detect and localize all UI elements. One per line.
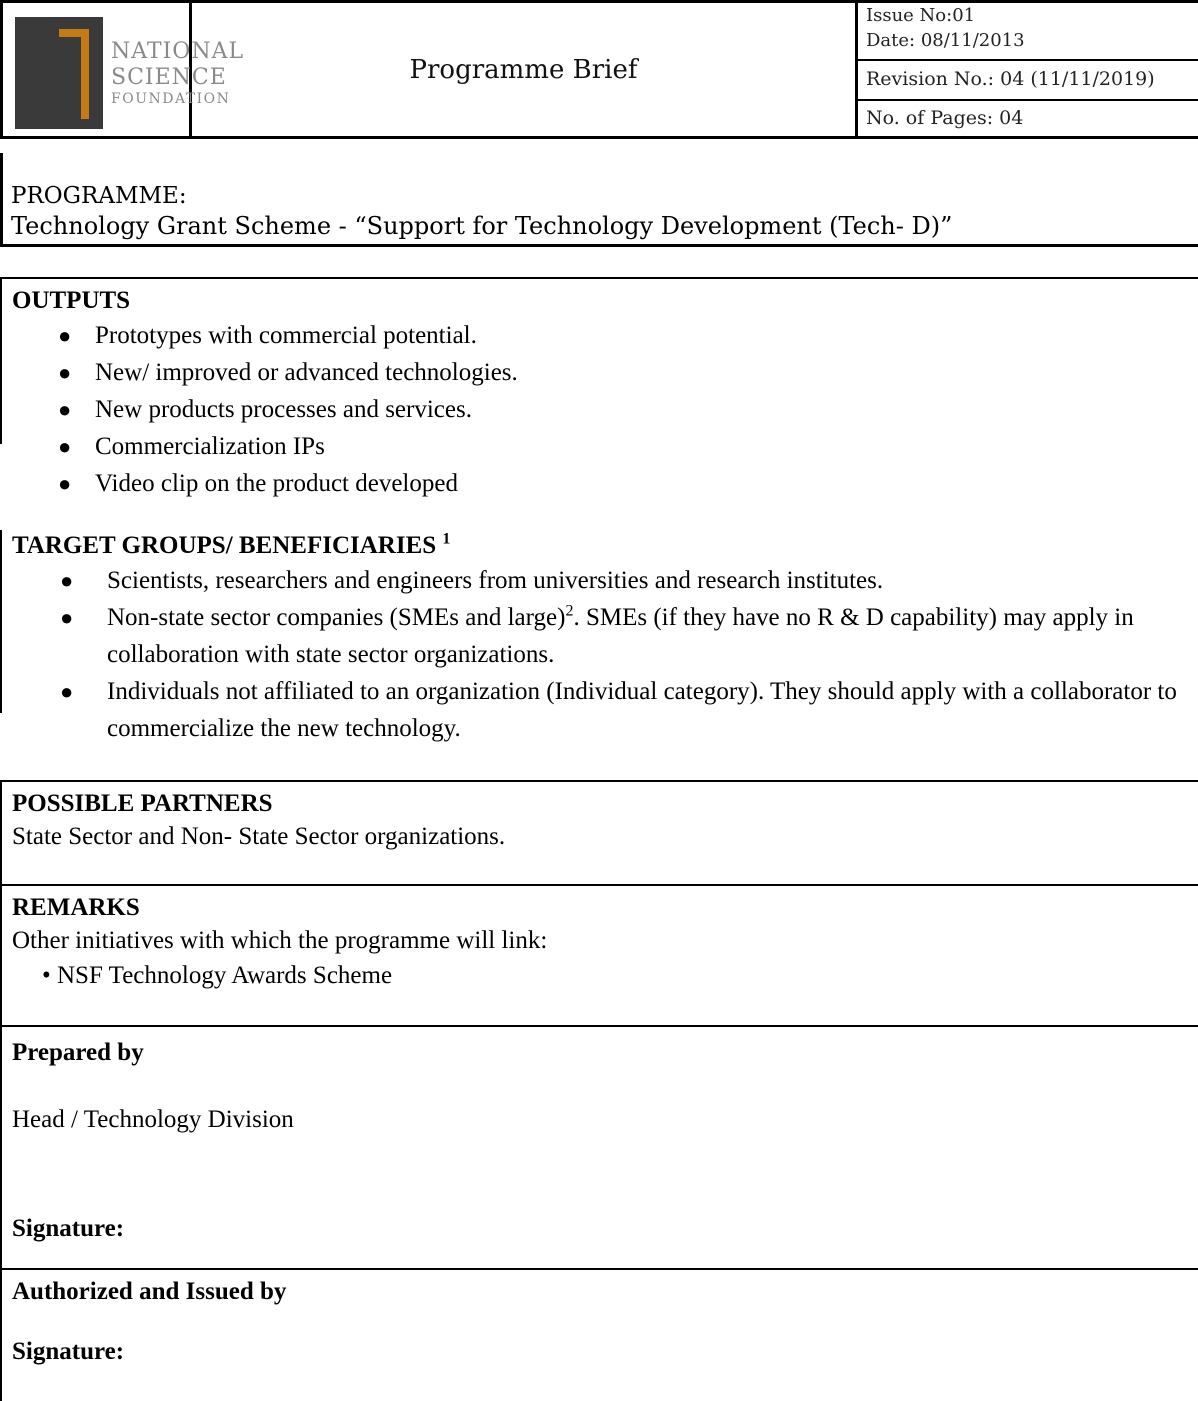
bullet-icon: ● xyxy=(60,605,74,630)
target-item-part: . SMEs (if they have no R & D capability) may apply in collaboration with state sector organizations. xyxy=(107,604,1134,668)
pages-row: No. of Pages: 04 xyxy=(858,99,1198,136)
logo-line-1: NATIONAL xyxy=(111,39,245,64)
list-item xyxy=(12,562,1198,599)
list-item xyxy=(12,673,1198,747)
targets-list xyxy=(12,562,1198,747)
output-item: New products processes and services. xyxy=(95,396,472,423)
document-header xyxy=(0,0,1198,139)
output-item: Video clip on the product developed xyxy=(95,470,458,497)
document-title: Programme Brief xyxy=(409,54,638,85)
nsf-logo xyxy=(15,17,103,129)
meta-cell xyxy=(858,3,1198,136)
prepared-section xyxy=(0,1025,1198,1268)
logo-line-3: FOUNDATION xyxy=(111,91,231,107)
programme-label: PROGRAMME: xyxy=(11,183,187,209)
bullet-icon: ● xyxy=(58,434,72,459)
target-item-part: Non-state sector companies (SMEs and large) xyxy=(107,604,566,631)
partners-section xyxy=(0,780,1198,884)
issue-date-row xyxy=(858,3,1198,59)
output-item: New/ improved or advanced technologies. xyxy=(95,359,518,386)
footnote-ref: 2 xyxy=(565,602,574,620)
outputs-section xyxy=(0,277,1198,497)
targets-heading-text: TARGET GROUPS/ BENEFICIARIES xyxy=(12,532,437,559)
output-item: Commercialization IPs xyxy=(95,433,325,460)
prepared-by-text: Head / Technology Division xyxy=(12,1106,294,1133)
target-item: Individuals not affiliated to an organization (Individual category). They should apply with a collaborator to commercialize the new technology. xyxy=(107,678,1177,742)
list-item xyxy=(12,391,1198,428)
remarks-intro: Other initiatives with which the programme will link: xyxy=(12,927,548,954)
footnote-ref: 1 xyxy=(442,530,451,548)
bullet-icon: ● xyxy=(58,397,72,422)
targets-heading xyxy=(12,530,1198,562)
list-item xyxy=(12,465,1198,502)
list-item xyxy=(12,317,1198,354)
target-item: Scientists, researchers and engineers from universities and research institutes. xyxy=(107,567,884,594)
remarks-item: • NSF Technology Awards Scheme xyxy=(42,962,393,989)
logo-line-2: SCIENCE xyxy=(111,65,227,90)
bullet-icon: ● xyxy=(58,360,72,385)
logo-accent-bar-vertical xyxy=(81,29,89,119)
title-cell xyxy=(192,3,858,136)
logo-cell xyxy=(0,3,245,136)
issue-number: Issue No:01 xyxy=(866,5,976,26)
authorized-signature-label: Signature: xyxy=(12,1338,125,1365)
outputs-heading: OUTPUTS xyxy=(12,287,131,314)
list-item xyxy=(12,599,1198,673)
list-item xyxy=(12,354,1198,391)
authorized-heading: Authorized and Issued by xyxy=(12,1278,287,1305)
remarks-section xyxy=(0,884,1198,1025)
targets-section xyxy=(0,530,1198,742)
partners-text: State Sector and Non- State Sector organizations. xyxy=(12,823,506,850)
list-item xyxy=(12,428,1198,465)
remarks-heading: REMARKS xyxy=(12,894,140,921)
output-item: Prototypes with commercial potential. xyxy=(95,322,477,349)
bullet-icon: ● xyxy=(58,323,72,348)
revision-row: Revision No.: 04 (11/11/2019) xyxy=(858,59,1198,99)
bullet-icon: ● xyxy=(58,471,72,496)
bullet-icon: ● xyxy=(60,568,74,593)
partners-heading: POSSIBLE PARTNERS xyxy=(12,790,273,817)
bullet-icon: ● xyxy=(60,679,74,704)
programme-name: Technology Grant Scheme - “Support for Technology Development (Tech- D)” xyxy=(11,212,953,240)
prepared-signature-label: Signature: xyxy=(12,1215,125,1242)
issue-date: Date: 08/11/2013 xyxy=(866,30,1025,51)
prepared-heading: Prepared by xyxy=(12,1039,144,1066)
programme-block xyxy=(0,153,1198,247)
outputs-list xyxy=(12,317,1198,502)
logo-wordmark xyxy=(111,39,245,107)
authorized-section xyxy=(0,1268,1198,1401)
